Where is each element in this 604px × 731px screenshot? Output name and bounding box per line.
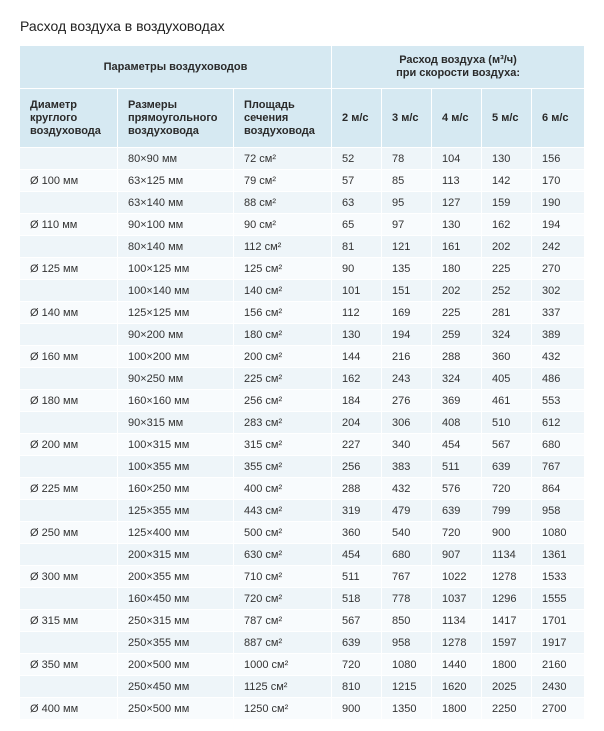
- cell-flow: 242: [532, 236, 584, 258]
- col-header-area-line: Площадь: [244, 98, 295, 111]
- cell-flow: 511: [432, 456, 482, 478]
- table-row: [20, 588, 584, 610]
- cell-area: 787 см²: [234, 610, 332, 632]
- cell-diameter: Ø 180 мм: [20, 390, 118, 412]
- airflow-table: [20, 46, 584, 720]
- cell-area: 125 см²: [234, 258, 332, 280]
- cell-flow: 958: [532, 500, 584, 522]
- table-row: [20, 236, 584, 258]
- table-row: [20, 566, 584, 588]
- cell-diameter: [20, 500, 118, 522]
- cell-flow: 112: [332, 302, 382, 324]
- cell-flow: 1620: [432, 676, 482, 698]
- cell-flow: 78: [382, 148, 432, 170]
- cell-flow: 405: [482, 368, 532, 390]
- cell-flow: 540: [382, 522, 432, 544]
- cell-diameter: [20, 456, 118, 478]
- cell-flow: 510: [482, 412, 532, 434]
- cell-flow: 162: [482, 214, 532, 236]
- cell-flow: 1278: [432, 632, 482, 654]
- cell-size: 125×125 мм: [118, 302, 234, 324]
- cell-diameter: Ø 125 мм: [20, 258, 118, 280]
- cell-flow: 340: [382, 434, 432, 456]
- cell-flow: 432: [382, 478, 432, 500]
- cell-flow: 194: [532, 214, 584, 236]
- cell-flow: 2025: [482, 676, 532, 698]
- cell-flow: 680: [382, 544, 432, 566]
- cell-flow: 958: [382, 632, 432, 654]
- table-row: [20, 368, 584, 390]
- flow-group-label-line2: при скорости воздуха:: [396, 67, 520, 79]
- cell-flow: 225: [432, 302, 482, 324]
- cell-size: 160×160 мм: [118, 390, 234, 412]
- cell-diameter: Ø 225 мм: [20, 478, 118, 500]
- cell-area: 256 см²: [234, 390, 332, 412]
- cell-size: 250×450 мм: [118, 676, 234, 698]
- col-header-speed: 2 м/с: [332, 89, 382, 148]
- cell-flow: 479: [382, 500, 432, 522]
- cell-area: 200 см²: [234, 346, 332, 368]
- cell-flow: 1533: [532, 566, 584, 588]
- col-header-speed: 4 м/с: [432, 89, 482, 148]
- cell-diameter: Ø 350 мм: [20, 654, 118, 676]
- cell-flow: 907: [432, 544, 482, 566]
- cell-area: 355 см²: [234, 456, 332, 478]
- cell-flow: 1597: [482, 632, 532, 654]
- cell-flow: 162: [332, 368, 382, 390]
- col-header-speed: 3 м/с: [382, 89, 432, 148]
- cell-flow: 2250: [482, 698, 532, 720]
- cell-size: 200×500 мм: [118, 654, 234, 676]
- cell-flow: 243: [382, 368, 432, 390]
- cell-flow: 454: [332, 544, 382, 566]
- page-title: Расход воздуха в воздуховодах: [20, 18, 225, 34]
- cell-flow: 408: [432, 412, 482, 434]
- cell-size: 80×90 мм: [118, 148, 234, 170]
- cell-flow: 281: [482, 302, 532, 324]
- cell-flow: 130: [482, 148, 532, 170]
- table-row: [20, 676, 584, 698]
- col-header-size-line: Размеры: [128, 98, 178, 111]
- cell-flow: 288: [432, 346, 482, 368]
- cell-diameter: Ø 300 мм: [20, 566, 118, 588]
- cell-area: 630 см²: [234, 544, 332, 566]
- col-header-size-line: прямоугольного: [128, 111, 218, 124]
- cell-area: 283 см²: [234, 412, 332, 434]
- cell-area: 315 см²: [234, 434, 332, 456]
- table-row: [20, 346, 584, 368]
- cell-area: 1000 см²: [234, 654, 332, 676]
- cell-flow: 127: [432, 192, 482, 214]
- cell-diameter: Ø 315 мм: [20, 610, 118, 632]
- cell-flow: 319: [332, 500, 382, 522]
- cell-flow: 1215: [382, 676, 432, 698]
- cell-size: 63×125 мм: [118, 170, 234, 192]
- cell-area: 720 см²: [234, 588, 332, 610]
- airflow-table-container: [20, 46, 584, 720]
- cell-area: 710 см²: [234, 566, 332, 588]
- table-row: [20, 654, 584, 676]
- cell-size: 100×125 мм: [118, 258, 234, 280]
- table-row: [20, 434, 584, 456]
- table-row: [20, 280, 584, 302]
- cell-flow: 612: [532, 412, 584, 434]
- cell-size: 160×450 мм: [118, 588, 234, 610]
- cell-flow: 553: [532, 390, 584, 412]
- table-row: [20, 390, 584, 412]
- cell-flow: 194: [382, 324, 432, 346]
- cell-diameter: [20, 676, 118, 698]
- cell-flow: 461: [482, 390, 532, 412]
- cell-diameter: Ø 110 мм: [20, 214, 118, 236]
- cell-flow: 180: [432, 258, 482, 280]
- cell-size: 90×200 мм: [118, 324, 234, 346]
- cell-size: 90×250 мм: [118, 368, 234, 390]
- cell-flow: 65: [332, 214, 382, 236]
- cell-flow: 204: [332, 412, 382, 434]
- cell-flow: 202: [482, 236, 532, 258]
- cell-size: 80×140 мм: [118, 236, 234, 258]
- cell-flow: 864: [532, 478, 584, 500]
- table-row: [20, 412, 584, 434]
- table-row: [20, 632, 584, 654]
- cell-flow: 1800: [432, 698, 482, 720]
- cell-flow: 1080: [532, 522, 584, 544]
- col-header-diameter-line: круглого: [30, 111, 78, 124]
- table-row: [20, 170, 584, 192]
- table-row: [20, 302, 584, 324]
- table-row: [20, 544, 584, 566]
- cell-flow: 85: [382, 170, 432, 192]
- col-header-diameter: [20, 89, 118, 148]
- cell-flow: 799: [482, 500, 532, 522]
- cell-flow: 900: [482, 522, 532, 544]
- cell-area: 443 см²: [234, 500, 332, 522]
- cell-flow: 104: [432, 148, 482, 170]
- cell-flow: 81: [332, 236, 382, 258]
- cell-flow: 720: [432, 522, 482, 544]
- table-row: [20, 610, 584, 632]
- table-row: [20, 148, 584, 170]
- cell-flow: 227: [332, 434, 382, 456]
- table-row: [20, 214, 584, 236]
- cell-flow: 270: [532, 258, 584, 280]
- cell-flow: 720: [482, 478, 532, 500]
- cell-flow: 639: [432, 500, 482, 522]
- cell-flow: 1278: [482, 566, 532, 588]
- cell-area: 1125 см²: [234, 676, 332, 698]
- cell-flow: 680: [532, 434, 584, 456]
- cell-flow: 639: [482, 456, 532, 478]
- cell-flow: 486: [532, 368, 584, 390]
- cell-diameter: Ø 160 мм: [20, 346, 118, 368]
- cell-flow: 1037: [432, 588, 482, 610]
- cell-flow: 1440: [432, 654, 482, 676]
- params-group-label: Параметры воздуховодов: [103, 60, 248, 73]
- cell-flow: 1361: [532, 544, 584, 566]
- cell-flow: 101: [332, 280, 382, 302]
- cell-flow: 2700: [532, 698, 584, 720]
- cell-flow: 184: [332, 390, 382, 412]
- cell-flow: 767: [382, 566, 432, 588]
- cell-flow: 142: [482, 170, 532, 192]
- cell-diameter: [20, 148, 118, 170]
- header-row-groups: [20, 46, 584, 89]
- cell-size: 250×500 мм: [118, 698, 234, 720]
- table-row: [20, 192, 584, 214]
- cell-diameter: Ø 140 мм: [20, 302, 118, 324]
- cell-flow: 850: [382, 610, 432, 632]
- col-header-diameter-line: воздуховода: [30, 124, 101, 137]
- cell-area: 225 см²: [234, 368, 332, 390]
- col-header-area-line: воздуховода: [244, 124, 315, 137]
- cell-flow: 337: [532, 302, 584, 324]
- cell-flow: 767: [532, 456, 584, 478]
- cell-diameter: [20, 192, 118, 214]
- cell-flow: 2160: [532, 654, 584, 676]
- cell-size: 100×140 мм: [118, 280, 234, 302]
- cell-size: 250×315 мм: [118, 610, 234, 632]
- flow-group-label-line1: Расход воздуха (м³/ч): [399, 54, 517, 66]
- cell-flow: 810: [332, 676, 382, 698]
- cell-flow: 1134: [482, 544, 532, 566]
- cell-flow: 383: [382, 456, 432, 478]
- col-header-size-line: воздуховода: [128, 124, 199, 137]
- cell-flow: 324: [432, 368, 482, 390]
- cell-flow: 511: [332, 566, 382, 588]
- cell-diameter: Ø 100 мм: [20, 170, 118, 192]
- cell-size: 100×315 мм: [118, 434, 234, 456]
- cell-area: 400 см²: [234, 478, 332, 500]
- cell-flow: 225: [482, 258, 532, 280]
- table-row: [20, 522, 584, 544]
- cell-flow: 432: [532, 346, 584, 368]
- cell-flow: 63: [332, 192, 382, 214]
- cell-flow: 1917: [532, 632, 584, 654]
- cell-area: 112 см²: [234, 236, 332, 258]
- cell-size: 90×315 мм: [118, 412, 234, 434]
- cell-flow: 1080: [382, 654, 432, 676]
- col-header-speed: 6 м/с: [532, 89, 584, 148]
- cell-size: 160×250 мм: [118, 478, 234, 500]
- cell-diameter: [20, 236, 118, 258]
- cell-flow: 113: [432, 170, 482, 192]
- cell-flow: 1134: [432, 610, 482, 632]
- col-header-area: [234, 89, 332, 148]
- cell-flow: 369: [432, 390, 482, 412]
- cell-diameter: [20, 632, 118, 654]
- cell-flow: 135: [382, 258, 432, 280]
- cell-flow: 1555: [532, 588, 584, 610]
- cell-flow: 57: [332, 170, 382, 192]
- cell-area: 90 см²: [234, 214, 332, 236]
- cell-size: 90×100 мм: [118, 214, 234, 236]
- cell-area: 1250 см²: [234, 698, 332, 720]
- cell-flow: 52: [332, 148, 382, 170]
- cell-flow: 778: [382, 588, 432, 610]
- cell-area: 500 см²: [234, 522, 332, 544]
- cell-area: 887 см²: [234, 632, 332, 654]
- cell-area: 180 см²: [234, 324, 332, 346]
- cell-diameter: [20, 588, 118, 610]
- cell-flow: 1350: [382, 698, 432, 720]
- cell-size: 125×355 мм: [118, 500, 234, 522]
- cell-size: 125×400 мм: [118, 522, 234, 544]
- cell-diameter: [20, 544, 118, 566]
- table-body: [20, 148, 584, 720]
- cell-size: 100×355 мм: [118, 456, 234, 478]
- header-row-columns: [20, 89, 584, 148]
- cell-diameter: [20, 368, 118, 390]
- cell-flow: 518: [332, 588, 382, 610]
- table-row: [20, 478, 584, 500]
- cell-flow: 121: [382, 236, 432, 258]
- cell-size: 100×200 мм: [118, 346, 234, 368]
- cell-flow: 169: [382, 302, 432, 324]
- cell-flow: 900: [332, 698, 382, 720]
- cell-flow: 1022: [432, 566, 482, 588]
- cell-flow: 360: [482, 346, 532, 368]
- cell-flow: 1296: [482, 588, 532, 610]
- table-row: [20, 456, 584, 478]
- cell-diameter: [20, 280, 118, 302]
- cell-flow: 567: [482, 434, 532, 456]
- cell-diameter: Ø 250 мм: [20, 522, 118, 544]
- cell-size: 250×355 мм: [118, 632, 234, 654]
- cell-flow: 130: [332, 324, 382, 346]
- table-row: [20, 258, 584, 280]
- cell-flow: 151: [382, 280, 432, 302]
- cell-size: 63×140 мм: [118, 192, 234, 214]
- cell-flow: 360: [332, 522, 382, 544]
- cell-area: 72 см²: [234, 148, 332, 170]
- cell-flow: 130: [432, 214, 482, 236]
- cell-area: 79 см²: [234, 170, 332, 192]
- cell-flow: 567: [332, 610, 382, 632]
- cell-flow: 1800: [482, 654, 532, 676]
- cell-flow: 97: [382, 214, 432, 236]
- cell-flow: 276: [382, 390, 432, 412]
- cell-flow: 190: [532, 192, 584, 214]
- cell-size: 200×315 мм: [118, 544, 234, 566]
- col-header-size: [118, 89, 234, 148]
- cell-flow: 144: [332, 346, 382, 368]
- cell-flow: 288: [332, 478, 382, 500]
- cell-area: 88 см²: [234, 192, 332, 214]
- cell-diameter: Ø 200 мм: [20, 434, 118, 456]
- cell-flow: 216: [382, 346, 432, 368]
- cell-diameter: [20, 324, 118, 346]
- cell-size: 200×355 мм: [118, 566, 234, 588]
- col-header-area-line: сечения: [244, 111, 289, 124]
- cell-flow: 95: [382, 192, 432, 214]
- cell-flow: 1701: [532, 610, 584, 632]
- cell-flow: 252: [482, 280, 532, 302]
- cell-flow: 90: [332, 258, 382, 280]
- cell-flow: 576: [432, 478, 482, 500]
- cell-flow: 159: [482, 192, 532, 214]
- cell-area: 156 см²: [234, 302, 332, 324]
- cell-area: 140 см²: [234, 280, 332, 302]
- cell-flow: 454: [432, 434, 482, 456]
- table-row: [20, 324, 584, 346]
- col-header-speed: 5 м/с: [482, 89, 532, 148]
- params-group-header: [20, 46, 332, 89]
- cell-diameter: [20, 412, 118, 434]
- cell-flow: 2430: [532, 676, 584, 698]
- cell-flow: 156: [532, 148, 584, 170]
- table-row: [20, 500, 584, 522]
- cell-flow: 639: [332, 632, 382, 654]
- cell-flow: 256: [332, 456, 382, 478]
- cell-flow: 302: [532, 280, 584, 302]
- cell-flow: 259: [432, 324, 482, 346]
- cell-diameter: Ø 400 мм: [20, 698, 118, 720]
- col-header-diameter-line: Диаметр: [30, 98, 77, 111]
- table-row: [20, 698, 584, 720]
- cell-flow: 161: [432, 236, 482, 258]
- cell-flow: 202: [432, 280, 482, 302]
- cell-flow: 1417: [482, 610, 532, 632]
- cell-flow: 389: [532, 324, 584, 346]
- cell-flow: 324: [482, 324, 532, 346]
- cell-flow: 720: [332, 654, 382, 676]
- cell-flow: 170: [532, 170, 584, 192]
- cell-flow: 306: [382, 412, 432, 434]
- flow-group-header: [332, 46, 584, 89]
